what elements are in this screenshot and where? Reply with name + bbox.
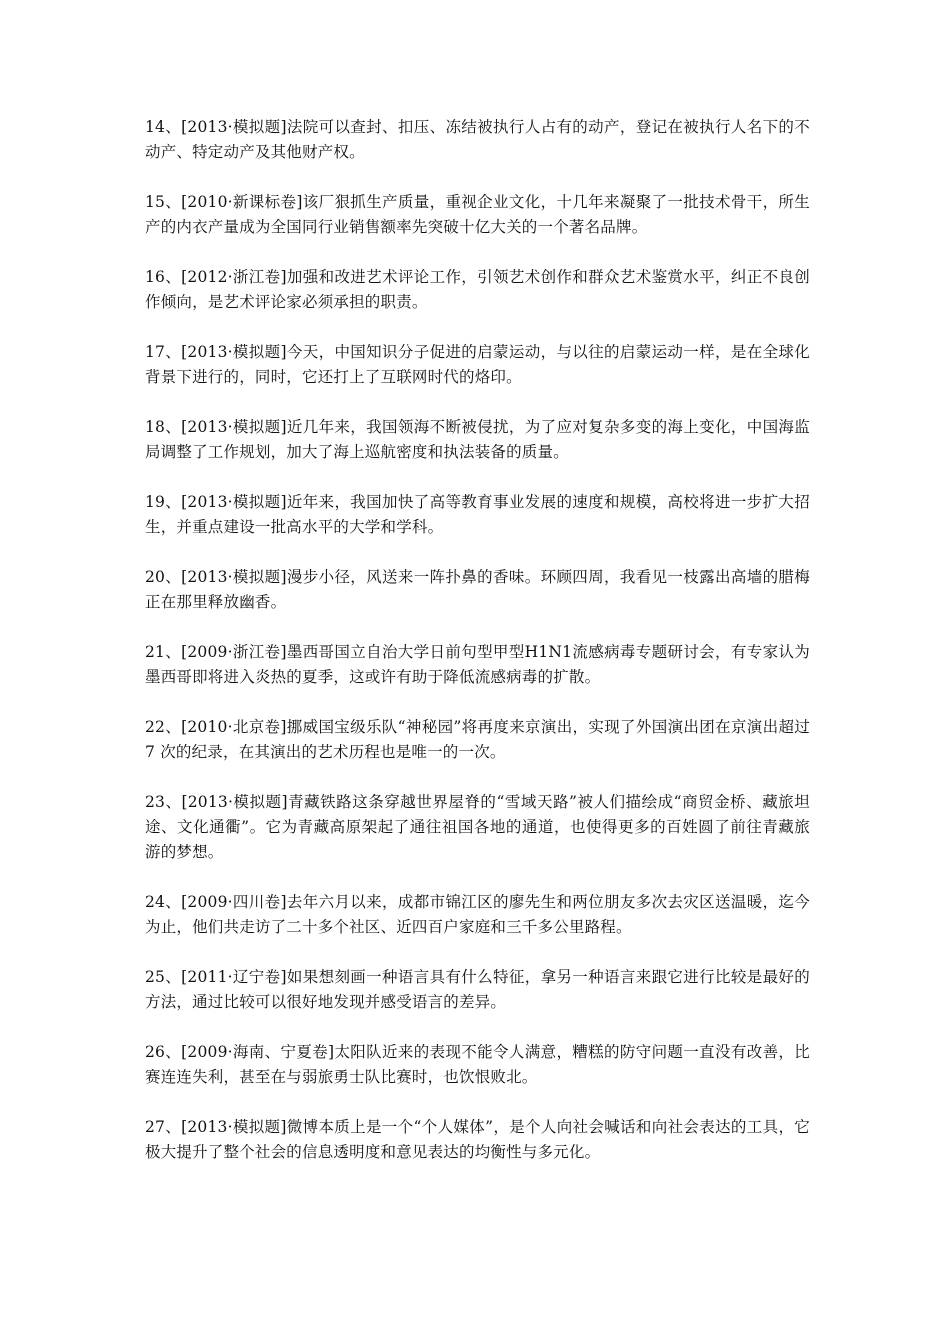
question-18: 18、[2013·模拟题]近几年来，我国领海不断被侵扰，为了应对复杂多变的海上变化，中国海监局调整了工作规划，加大了海上巡航密度和执法装备的质量。 — [145, 418, 810, 461]
question-27: 27、[2013·模拟题]微博本质上是一个“个人媒体”，是个人向社会喊话和向社会表达的工具，它极大提升了整个社会的信息透明度和意见表达的均衡性与多元化。 — [145, 1118, 810, 1161]
question-25: 25、[2011·辽宁卷]如果想刻画一种语言具有什么特征，拿另一种语言来跟它进行比较是最好的方法，通过比较可以很好地发现并感受语言的差异。 — [145, 968, 810, 1011]
question-19: 19、[2013·模拟题]近年来，我国加快了高等教育事业发展的速度和规模，高校将进一步扩大招生，并重点建设一批高水平的大学和学科。 — [145, 493, 810, 536]
question-16: 16、[2012·浙江卷]加强和改进艺术评论工作，引领艺术创作和群众艺术鉴赏水平，纠正不良创作倾向，是艺术评论家必须承担的职责。 — [145, 268, 810, 311]
question-17: 17、[2013·模拟题]今天，中国知识分子促进的启蒙运动，与以往的启蒙运动一样，是在全球化背景下进行的，同时，它还打上了互联网时代的烙印。 — [145, 343, 810, 386]
question-26: 26、[2009·海南、宁夏卷]太阳队近来的表现不能令人满意，糟糕的防守问题一直没有改善，比赛连连失利，甚至在与弱旅勇士队比赛时，也饮恨败北。 — [145, 1043, 810, 1086]
question-15: 15、[2010·新课标卷]该厂狠抓生产质量，重视企业文化，十几年来凝聚了一批技术骨干，所生产的内衣产量成为全国同行业销售额率先突破十亿大关的一个著名品牌。 — [145, 193, 810, 236]
question-22: 22、[2010·北京卷]挪威国宝级乐队“神秘园”将再度来京演出，实现了外国演出团在京演出超过 7 次的纪录，在其演出的艺术历程也是唯一的一次。 — [145, 718, 810, 761]
question-21: 21、[2009·浙江卷]墨西哥国立自治大学日前句型甲型H1N1流感病毒专题研讨会，有专家认为墨西哥即将进入炎热的夏季，这或许有助于降低流感病毒的扩散。 — [145, 643, 810, 686]
question-23: 23、[2013·模拟题]青藏铁路这条穿越世界屋脊的“雪域天路”被人们描绘成“商贸金桥、藏旅坦途、文化通衢”。它为青藏高原架起了通往祖国各地的通道，也使得更多的百姓圆了前往青藏旅游的梦想。 — [145, 793, 810, 861]
question-list — [145, 115, 810, 1190]
question-20: 20、[2013·模拟题]漫步小径，风送来一阵扑鼻的香味。环顾四周，我看见一枝露出高墙的腊梅正在那里释放幽香。 — [145, 568, 810, 611]
question-14: 14、[2013·模拟题]法院可以查封、扣压、冻结被执行人占有的动产，登记在被执行人名下的不动产、特定动产及其他财产权。 — [145, 118, 810, 161]
question-24: 24、[2009·四川卷]去年六月以来，成都市锦江区的廖先生和两位朋友多次去灾区送温暖，迄今为止，他们共走访了二十多个社区、近四百户家庭和三千多公里路程。 — [145, 893, 810, 936]
